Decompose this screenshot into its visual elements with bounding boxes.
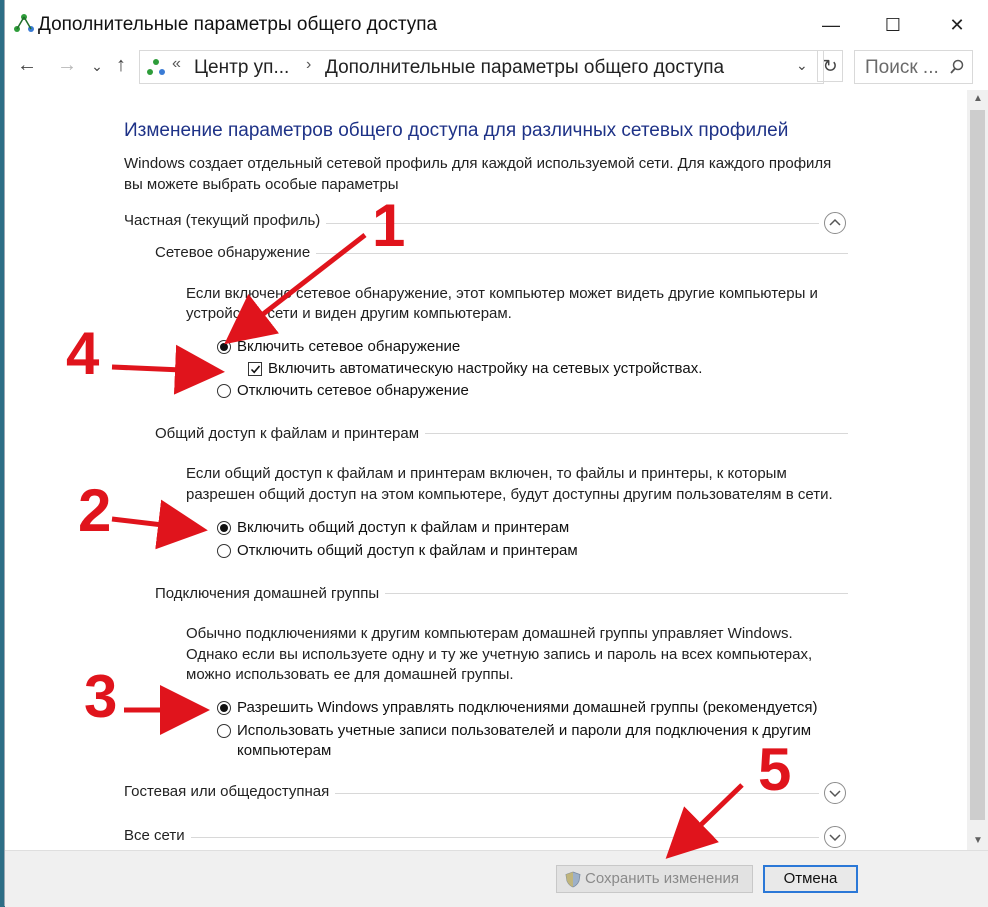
forward-arrow-icon[interactable]: → [57,54,77,76]
window-title: Дополнительные параметры общего доступа [38,14,438,35]
path-overflow-icon[interactable]: « [172,55,181,72]
minimize-button[interactable]: — [822,15,840,35]
homegroup-desc-line1: Обычно подключениями к другим компьютерам домашней группы управляет Windows. [186,625,793,642]
radio-homegroup-accounts-label-line2[interactable]: компьютерам [237,742,332,759]
annotation-number-5: 5 [758,736,792,803]
arrow-4 [112,367,205,371]
discovery-title: Сетевое обнаружение [155,244,316,261]
homegroup-title: Подключения домашней группы [155,585,385,602]
page-title: Изменение параметров общего доступа для различных сетевых профилей [124,120,789,141]
intro-text-line2: вы можете выбрать особые параметры [124,176,399,193]
homegroup-desc-line3: можно использовать ее для домашней группы. [186,666,514,683]
discovery-desc-line2: устройства сети и виден другим компьютерам. [186,305,512,322]
address-dropdown-icon[interactable]: ⌄ [796,57,808,73]
scroll-down-arrow-icon[interactable]: ▼ [973,835,983,846]
recent-locations-chevron-icon[interactable]: ⌄ [91,58,103,74]
annotation-number-3: 3 [84,663,118,730]
back-arrow-icon[interactable]: ← [17,54,37,76]
breadcrumb-chevron-icon[interactable]: › [306,56,312,73]
all-networks-title[interactable]: Все сети [124,827,191,844]
sharing-desc-line2: разрешен общий доступ на этом компьютере, будут доступны другим пользователям в сети. [186,486,833,503]
radio-sharing-off-label[interactable]: Отключить общий доступ к файлам и принтерам [237,542,578,559]
maximize-button[interactable]: ☐ [884,15,902,35]
private-profile-title[interactable]: Частная (текущий профиль) [124,212,326,229]
scroll-up-arrow-icon[interactable]: ▲ [973,93,983,104]
checkbox-auto-setup-label[interactable]: Включить автоматическую настройку на сетевых устройствах. [268,360,703,377]
radio-sharing-on-label[interactable]: Включить общий доступ к файлам и принтерам [237,519,570,536]
arrow-2 [112,519,188,528]
close-button[interactable]: ✕ [949,15,965,35]
annotation-number-4: 4 [66,320,100,387]
intro-text-line1: Windows создает отдельный сетевой профиль для каждой используемой сети. Для каждого профиля [124,155,832,172]
annotation-number-2: 2 [78,477,112,544]
guest-profile-title[interactable]: Гостевая или общедоступная [124,783,335,800]
cancel-button[interactable]: Отмена [763,865,858,893]
save-changes-label: Сохранить изменения [585,870,740,887]
up-arrow-icon[interactable]: ↑ [116,54,126,76]
search-placeholder: Поиск ... [865,57,939,78]
arrow-1 [240,235,365,332]
sharing-desc-line1: Если общий доступ к файлам и принтерам включен, то файлы и принтеры, к которым [186,465,787,482]
radio-homegroup-windows-label[interactable]: Разрешить Windows управлять подключениями домашней группы (рекомендуется) [237,699,818,716]
breadcrumb-network-center[interactable]: Центр уп... [194,57,290,78]
refresh-icon[interactable]: ↻ [817,50,843,82]
radio-discovery-off-label[interactable]: Отключить сетевое обнаружение [237,382,469,399]
breadcrumb-advanced-sharing[interactable]: Дополнительные параметры общего доступа [325,57,725,78]
sharing-title: Общий доступ к файлам и принтерам [155,425,425,442]
radio-discovery-on-label[interactable]: Включить сетевое обнаружение [237,338,461,355]
radio-homegroup-accounts-label-line1[interactable]: Использовать учетные записи пользователей и пароли для подключения к другим [237,722,812,739]
homegroup-desc-line2: Однако если вы используете одну и ту же учетную запись и пароль на всех компьютерах, [186,646,813,663]
arrow-5 [680,785,742,845]
annotation-number-1: 1 [372,192,406,259]
discovery-desc-line1: Если включено сетевое обнаружение, этот компьютер может видеть другие компьютеры и [186,285,818,302]
